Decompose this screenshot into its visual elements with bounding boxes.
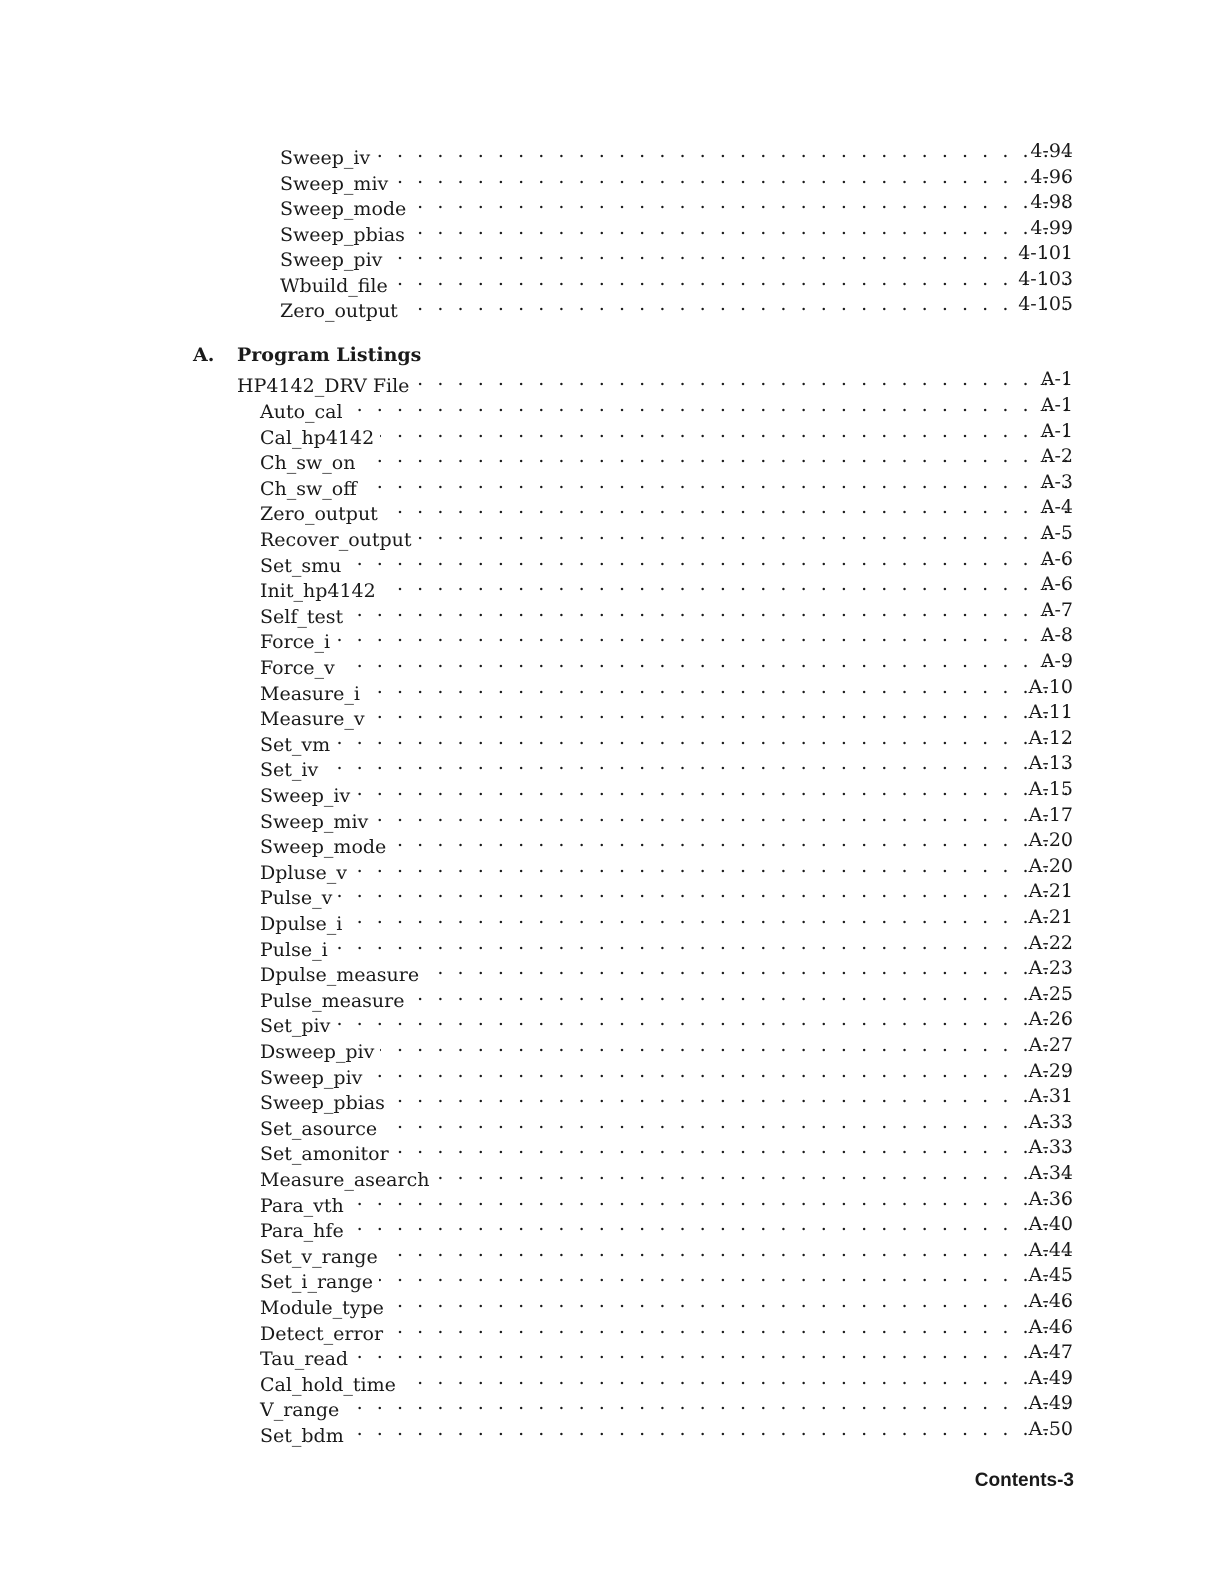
toc-entry-page: A-26: [1028, 1008, 1073, 1031]
toc-entry-page: A-7: [1040, 598, 1073, 621]
toc-entry[interactable]: [260, 1006, 1073, 1038]
toc-entry-title: Tau_read: [260, 1348, 349, 1371]
dot-leader: [388, 240, 1073, 266]
dot-leader: [361, 443, 1073, 469]
toc-entry-title: Set_iv: [260, 759, 319, 782]
toc-entry-page: A-27: [1028, 1034, 1073, 1056]
toc-entry-page: A-21: [1028, 880, 1073, 903]
toc-entry-page: A-3: [1040, 470, 1073, 493]
toc-entry-page: A-33: [1028, 1110, 1073, 1133]
toc-entry-page: A-49: [1028, 1392, 1073, 1415]
toc-entry[interactable]: [260, 1262, 1073, 1294]
dot-leader: [425, 955, 1073, 981]
toc-entry-page: A-34: [1028, 1162, 1073, 1184]
dot-leader: [345, 1390, 1073, 1416]
toc-entry-title: Set_i_range: [260, 1271, 374, 1294]
toc-entry[interactable]: [260, 546, 1073, 577]
toc-entry[interactable]: [260, 648, 1073, 679]
dot-leader: [350, 1416, 1073, 1442]
toc-entry-page: A-49: [1028, 1366, 1073, 1389]
toc-entry[interactable]: [260, 1134, 1073, 1166]
toc-entry-title: Dpulse_i: [260, 913, 343, 935]
toc-entry-page: A-12: [1028, 726, 1073, 749]
dot-leader: [412, 189, 1073, 215]
toc-entry[interactable]: [280, 189, 1073, 220]
toc-entry-title: Set_v_range: [260, 1245, 378, 1268]
dot-leader: [383, 1109, 1073, 1135]
dot-leader: [435, 1160, 1073, 1186]
toc-entry[interactable]: [280, 291, 1073, 322]
dot-leader: [390, 1288, 1073, 1314]
dot-leader: [382, 571, 1073, 597]
dot-leader: [404, 291, 1073, 317]
toc-entry-page: A-31: [1028, 1085, 1073, 1108]
toc-entry-page: A-46: [1028, 1315, 1073, 1338]
toc-entry-title: Sweep_iv: [280, 147, 371, 169]
toc-entry-title: Init_hp4142: [260, 580, 376, 603]
toc-entry[interactable]: [260, 981, 1073, 1012]
toc-entry[interactable]: [280, 266, 1073, 297]
toc-entry[interactable]: [260, 1109, 1073, 1140]
dot-leader: [411, 981, 1074, 1007]
toc-entry-title: Measure_i: [260, 682, 360, 705]
toc-entry-page: A-1: [1040, 419, 1073, 442]
dot-leader: [356, 776, 1073, 802]
toc-entry-title: Measure_asearch: [260, 1169, 430, 1191]
dot-leader: [366, 674, 1073, 700]
toc-entry-title: Dpulse_measure: [260, 964, 420, 987]
toc-entry[interactable]: [260, 1237, 1073, 1268]
toc-entry-title: Para_hfe: [260, 1220, 344, 1243]
toc-entry-title: Para_vth: [260, 1194, 344, 1217]
appendix-letter: A.: [193, 344, 215, 366]
toc-entry[interactable]: [260, 469, 1073, 500]
toc-entry-title: Cal_hold_time: [260, 1373, 396, 1396]
dot-leader: [380, 418, 1073, 444]
toc-entry-page: A-6: [1040, 573, 1073, 596]
dot-leader: [363, 469, 1073, 495]
dot-leader: [338, 878, 1073, 904]
dot-leader: [392, 827, 1073, 853]
toc-entry-title: Dsweep_piv: [260, 1041, 375, 1063]
toc-entry-page: A-4: [1040, 496, 1073, 519]
dot-leader: [384, 1237, 1073, 1263]
toc-entry-title: Auto_cal: [260, 401, 343, 423]
toc-entry-page: A-40: [1028, 1213, 1073, 1236]
toc-entry-title: Detect_error: [260, 1322, 384, 1345]
dot-leader: [394, 164, 1073, 190]
toc-entry[interactable]: [260, 853, 1073, 884]
toc-entry-page: A-21: [1028, 906, 1073, 928]
toc-entry-title: Zero_output: [260, 503, 378, 526]
toc-entry[interactable]: [260, 750, 1073, 782]
dot-leader: [336, 1006, 1073, 1032]
toc-entry-page: A-45: [1028, 1264, 1073, 1287]
toc-entry-title: Sweep_piv: [280, 249, 383, 271]
dot-leader: [371, 699, 1073, 725]
dot-leader: [389, 1314, 1073, 1340]
dot-leader: [394, 266, 1073, 292]
appendix-heading: [193, 342, 421, 368]
toc-entry-page: A-15: [1028, 778, 1073, 800]
toc-entry-page: A-46: [1028, 1290, 1073, 1312]
toc-entry[interactable]: [260, 930, 1073, 961]
toc-entry-title: Module_type: [260, 1297, 384, 1319]
toc-entry[interactable]: [280, 138, 1073, 169]
toc-entry-page: A-20: [1028, 829, 1073, 852]
toc-entry-page: A-25: [1028, 982, 1073, 1005]
toc-entry-page: 4-101: [1018, 242, 1073, 264]
toc-entry[interactable]: [260, 494, 1073, 526]
dot-leader: [350, 1186, 1073, 1212]
toc-entry[interactable]: [260, 699, 1073, 731]
toc-entry-page: A-1: [1040, 368, 1073, 390]
toc-entry-title: Dpluse_v: [260, 861, 347, 884]
dot-leader: [336, 622, 1073, 648]
toc-entry-page: A-8: [1040, 624, 1073, 647]
toc-entry[interactable]: [260, 827, 1073, 859]
toc-entry-page: A-11: [1028, 701, 1073, 724]
toc-entry-title: Force_i: [260, 631, 331, 654]
dot-leader: [347, 546, 1073, 572]
toc-entry-page: A-36: [1028, 1187, 1073, 1210]
dot-leader: [402, 1365, 1073, 1391]
toc-entry-title: Sweep_mode: [280, 198, 407, 220]
dot-leader: [391, 1083, 1073, 1109]
toc-entry-title: Measure_v: [260, 708, 365, 731]
dot-leader: [415, 366, 1073, 392]
toc-entry[interactable]: [260, 443, 1073, 475]
dot-leader: [353, 853, 1073, 879]
toc-entry-page: A-1: [1040, 394, 1073, 416]
dot-leader: [379, 1262, 1073, 1288]
toc-entry-page: 4-99: [1030, 216, 1073, 239]
toc-entry-title: Cal_hp4142: [260, 426, 375, 449]
toc-entry-title: Set_amonitor: [260, 1143, 389, 1166]
toc-entry[interactable]: [260, 1211, 1073, 1243]
toc-entry-title: Ch_sw_off: [260, 477, 357, 500]
toc-entry[interactable]: [260, 1186, 1073, 1217]
toc-entry[interactable]: [260, 1416, 1073, 1447]
toc-entry-page: A-44: [1028, 1238, 1073, 1261]
toc-entry-page: 4-105: [1018, 293, 1073, 315]
toc-entry-page: A-29: [1028, 1059, 1073, 1082]
toc-entry-title: Zero_output: [280, 300, 398, 322]
toc-entry-title: Set_piv: [260, 1015, 331, 1038]
toc-entry-title: V_range: [260, 1399, 340, 1422]
dot-leader: [334, 930, 1073, 956]
toc-entry[interactable]: [260, 1314, 1073, 1345]
toc-entry[interactable]: [260, 1160, 1073, 1191]
dot-leader: [341, 648, 1073, 674]
toc-entry-title: Self_test: [260, 605, 344, 628]
toc-entry[interactable]: [260, 1390, 1073, 1422]
toc-entry-page: A-33: [1028, 1136, 1073, 1159]
dot-leader: [376, 138, 1073, 164]
dot-leader: [348, 904, 1073, 930]
toc-entry-title: Sweep_mode: [260, 836, 387, 859]
toc-entry-page: A-22: [1028, 931, 1073, 954]
toc-entry-title: Sweep_pbias: [260, 1092, 385, 1115]
toc-entry-page: A-9: [1040, 650, 1073, 672]
toc-entry[interactable]: [260, 392, 1073, 423]
dot-leader: [380, 1032, 1073, 1058]
toc-entry-title: Ch_sw_on: [260, 452, 356, 475]
toc-entry-title: Set_smu: [260, 554, 342, 577]
toc-entry-title: Set_vm: [260, 733, 331, 756]
dot-leader: [354, 1339, 1073, 1365]
toc-entry-page: A-23: [1028, 957, 1073, 980]
toc-entry-title: Recover_output: [260, 529, 412, 551]
dot-leader: [418, 520, 1073, 546]
dot-leader: [324, 750, 1073, 776]
toc-entry[interactable]: [260, 520, 1073, 551]
toc-entry-title: Set_asource: [260, 1117, 378, 1140]
dot-leader: [349, 597, 1073, 623]
toc-entry-title: HP4142_DRV File: [237, 375, 410, 397]
dot-leader: [349, 392, 1073, 418]
toc-entry[interactable]: [260, 597, 1073, 628]
toc-entry-title: Pulse_measure: [260, 989, 405, 1012]
toc-entry-page: A-47: [1028, 1341, 1073, 1364]
toc-entry-title: Set_bdm: [260, 1425, 344, 1447]
dot-leader: [384, 494, 1073, 520]
toc-entry-page: A-17: [1028, 803, 1073, 826]
toc-entry-title: Sweep_miv: [280, 172, 389, 195]
toc-entry[interactable]: [260, 802, 1073, 833]
toc-entry[interactable]: [260, 904, 1073, 935]
toc-entry[interactable]: [280, 164, 1073, 195]
toc-entry[interactable]: [260, 776, 1073, 807]
toc-entry-page: 4-94: [1030, 140, 1073, 162]
toc-entry[interactable]: [260, 1288, 1073, 1319]
toc-entry-page: A-20: [1028, 854, 1073, 877]
toc-entry-page: 4-96: [1030, 165, 1073, 188]
dot-leader: [374, 802, 1073, 828]
toc-entry-page: A-13: [1028, 752, 1073, 775]
toc-entry[interactable]: [260, 571, 1073, 603]
toc-entry[interactable]: [260, 1339, 1073, 1371]
dot-leader: [395, 1134, 1073, 1160]
toc-entry-page: 4-103: [1018, 267, 1073, 290]
toc-entry-title: Wbuild_file: [280, 274, 388, 297]
dot-leader: [411, 215, 1073, 241]
dot-leader: [350, 1211, 1073, 1237]
toc-entry-page: A-2: [1040, 445, 1073, 468]
toc-entry[interactable]: [260, 674, 1073, 705]
toc-entry-title: Sweep_miv: [260, 810, 369, 833]
dot-leader: [368, 1058, 1073, 1084]
toc-entry[interactable]: [260, 878, 1073, 910]
toc-entry-title: Force_v: [260, 657, 335, 679]
toc-entry[interactable]: [260, 1032, 1073, 1063]
toc-entry[interactable]: [260, 622, 1073, 654]
toc-entry[interactable]: [260, 725, 1073, 756]
toc-entry[interactable]: [260, 1083, 1073, 1115]
toc-entry[interactable]: [280, 240, 1073, 271]
toc-file-entry[interactable]: [237, 366, 1073, 397]
toc-entry-title: Sweep_iv: [260, 785, 351, 807]
toc-entry-title: Pulse_i: [260, 938, 328, 961]
toc-entry[interactable]: [260, 1058, 1073, 1089]
toc-entry[interactable]: [260, 1365, 1073, 1396]
page-footer: Contents-3: [974, 1470, 1074, 1491]
toc-entry[interactable]: [260, 955, 1073, 987]
appendix-title: Program Listings: [237, 344, 422, 366]
toc-entry-title: Sweep_piv: [260, 1066, 363, 1089]
toc-entry-page: A-6: [1040, 547, 1073, 570]
toc-entry-page: A-5: [1040, 522, 1073, 544]
toc-entry[interactable]: [280, 215, 1073, 246]
toc-entry-title: Pulse_v: [260, 887, 333, 910]
toc-entry-title: Sweep_pbias: [280, 223, 405, 246]
toc-entry-page: A-10: [1028, 675, 1073, 698]
toc-entry[interactable]: [260, 418, 1073, 449]
toc-entry-page: A-50: [1028, 1418, 1073, 1440]
dot-leader: [336, 725, 1073, 751]
toc-entry-page: 4-98: [1030, 191, 1073, 213]
